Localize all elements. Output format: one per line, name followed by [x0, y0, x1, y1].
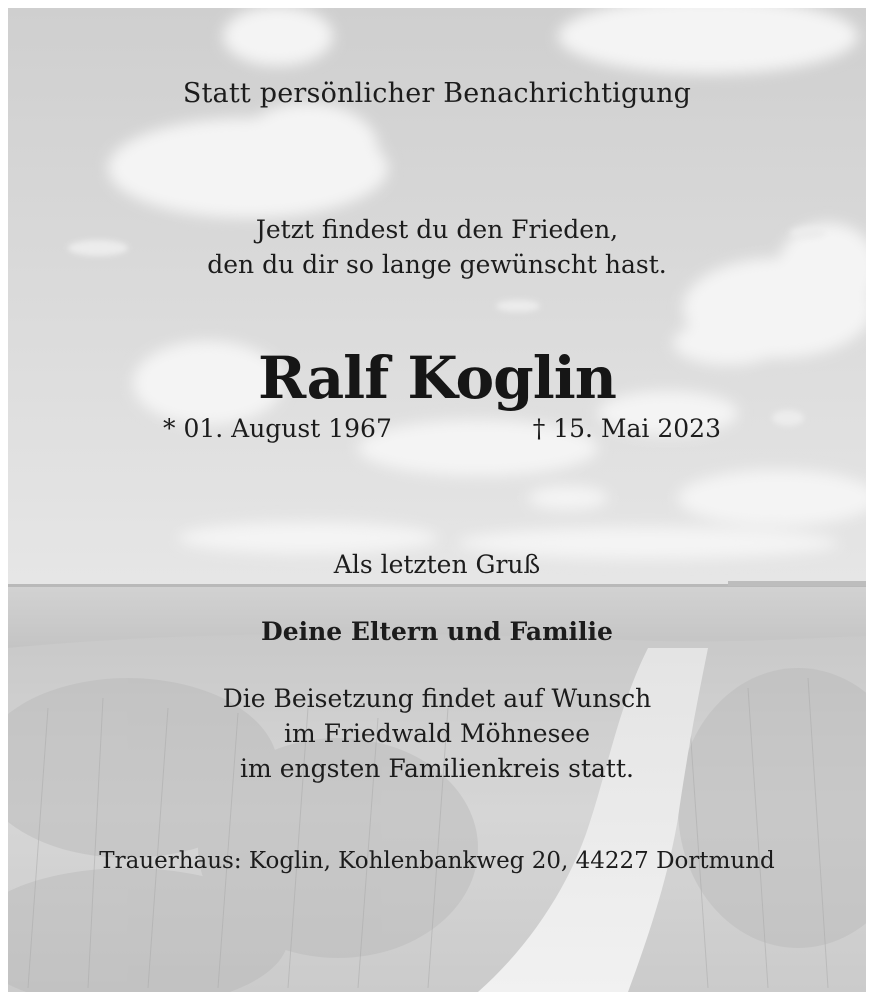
verse-line: Jetzt findest du den Frieden,	[255, 215, 619, 244]
burial-info-line: Die Beisetzung findet auf Wunsch	[222, 684, 652, 713]
family-signature: Deine Eltern und Familie	[261, 617, 613, 646]
death-date: † 15. Mai 2023	[532, 414, 721, 443]
notice-text	[8, 8, 866, 992]
life-dates	[8, 414, 866, 454]
birth-date: * 01. August 1967	[163, 414, 392, 443]
obituary-notice	[8, 8, 866, 992]
verse-line: den du dir so lange gewünscht hast.	[207, 250, 667, 279]
greeting-line: Als letzten Gruß	[333, 550, 541, 579]
intro-line: Statt persönlicher Benachrichtigung	[182, 78, 692, 109]
burial-info-line: im Friedwald Möhnesee	[283, 719, 591, 748]
burial-info-line: im engsten Familienkreis statt.	[240, 754, 634, 783]
deceased-name: Ralf Koglin	[258, 344, 616, 412]
mourning-house-address: Trauerhaus: Koglin, Kohlenbankweg 20, 44227 Dortmund	[99, 848, 775, 874]
